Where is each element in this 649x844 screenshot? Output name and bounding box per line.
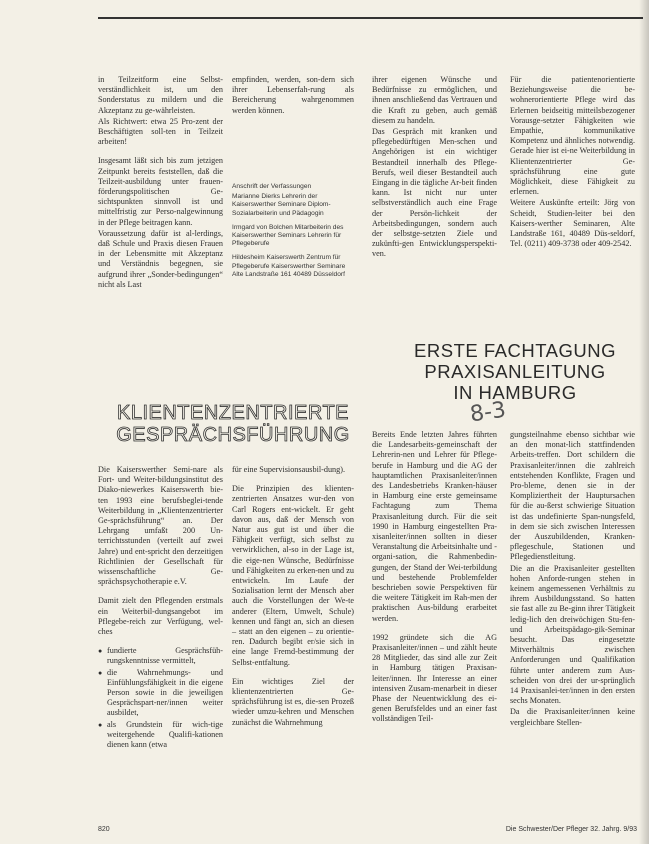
headline-line: PRAXISANLEITUNG <box>424 361 606 382</box>
paragraph: Das Gespräch mit kranken und pflegebedürftigen Men-schen und Angehörigen ist ein wichtiger Bestandteil innerhalb des Pflege-Berufs, weil dieser Bestandteil auch Eingang in die tägliche Ar-beit finden kann. Ist nicht nur unter selbstverständlich auch eine Frage der Persön-lichkeit der Arbeitsbedingungen, sondern auch der selbstge-setzten Ziele und zukünfti-gen Entwicklungsperspekti-ven. <box>372 127 497 259</box>
headline-line: IN HAMBURG <box>453 382 577 403</box>
scan-shadow <box>639 0 649 844</box>
headline-fachtagung <box>395 340 635 403</box>
list-item: ● als Grundstein für wich-tige weitergehende Qualifi-kationen dienen kann (etwa <box>107 720 223 751</box>
headline-line: ERSTE FACHTAGUNG <box>414 340 616 361</box>
author-entry: Hildesheim Kaiserswerth Zentrum für Pflegeberufe Kaiserswerther Seminare Alte Landstraße 161 40489 Düsseldorf <box>232 254 346 278</box>
scan-margin <box>0 0 80 844</box>
paragraph: für eine Supervisionsausbil-dung). <box>232 465 346 474</box>
column-3-bottom <box>372 430 497 726</box>
paragraph: Die Prinzipien des klienten-zentrierten Ansatzes wur-den von Carl Rogers ent-wickelt. Er geht davon aus, daß der Mensch von Natur aus gut ist und über die Fähigkeit verfügt, sich selbst zu verwirklichen, al-so in der Lage ist, die eige-nen Wünsche, Bedürfnisse und Fähigkeiten zu erken-nen und zu entwickeln. Im Laufe der Sozialisation lernt der Mensch aber auch die Vorstellungen der We-te anderer (Eltern, Umwelt, Schule) kennen und fängt an, sich an diesen – statt an den eigenen – zu orientie-ren. Dadurch begibt er/sie sich in eine lange Fremd-bestimmung der Selbst-entfaltung. <box>232 484 354 667</box>
paragraph: Als Richtwert: etwa 25 Pro-zent der Beschäftigten soll-ten in Teilzeit arbeiten! <box>98 116 223 147</box>
paragraph: Für die patientenorientierte Beziehungsweise die be-wohnerorientierte Pflege wird das Erlernen beidseitig mitteilsbezogener Vorausge-setzter Fähigkeiten wie Empathie, kommunikative Kompetenz und ähnliches notwendig. Gerade hier ist ei-ne Weiterbildung in Klientenzentrierter Ge-sprächsführung eine gute Möglichkeit, diese Fähigkeit zu erlernen. <box>510 75 635 197</box>
headline-line: KLIENTENZENTRIERTE <box>117 402 349 424</box>
paragraph: Damit zielt den Pflegenden erstmals ein Weiterbil-dungsangebot im Pflegebe-reich zur Verfügung, wel-ches <box>98 596 223 637</box>
paragraph: Da die Praxisanleiter/innen keine vergleichbare Stellen- <box>510 707 635 727</box>
column-4-top <box>510 75 635 250</box>
list-item: ● die Wahrnehmungs- und Einfühlungsfähigkeit in die eigene Person sowie in die jeweiligen Gesprächspart-ner/innen weiter ausbildet, <box>107 668 223 719</box>
paragraph: empfinden, werden, son-dern sich ihrer Lebenserfah-rung als Bereicherung wahrgenommen werden können. <box>232 75 354 115</box>
column-2-top <box>232 75 354 117</box>
paragraph: Die an die Praxisanleiter gestellten hohen Anforde-rungen stehen in keinem angemessenen Verhältnis zu ihrem Ausbildungsstand. So hatten sie fast alle zu Be-ginn ihrer Tätigkeit ledig-lich den dreiwöchigen Stu-fen- und Arbeitspädago-gik-Seminar besucht. Das eingesetzte Mitverhältnis zwischen Anforderungen und Qualifikation führte unter anderem zum Aus-scheiden von drei der ur-sprünglich 14 Praxisanlei-ter/innen in den ersten sechs Monaten. <box>510 563 635 706</box>
paragraph: Voraussetzung dafür ist al-lerdings, daß Schule und Praxis diesen Frauen in der Lebensmitte mit Akzeptanz und Verständnis begegnen, sie aufgrund ihrer „Sonder-bedingungen“ nicht als Last <box>98 228 223 289</box>
paragraph: gungsteilnahme ebenso sichtbar wie an den monat-lich stattfindenden Arbeits-treffen. Dort schildern die Praxisanleiter/innen die zahlreich entstehenden Konflikte, Fragen und Pro-bleme, denen sie in der Kompliziertheit der Hauptursachen für die au-ßerst schwierige Situation ist das undefinierte Span-nungsfeld, in dem sie sich zwischen Interessen der Auszubildenden, Kranken-pflegeschule, Stationen und Pflegedienstleitung. <box>510 430 635 562</box>
paragraph: Ein wichtiges Ziel der klientenzentrierten Ge-sprächsführung ist es, die-sen Prozeß wieder umzu-kehren und Menschen zunächst die Wahrnehmung <box>232 676 354 727</box>
column-1-bottom <box>98 465 223 751</box>
paragraph: ihrer eigenen Wünsche und Bedürfnisse zu ermöglichen, und ihnen anschließend das Vertrauen und die Kraft zu geben, auch gemäß diesem zu handeln. <box>372 75 497 125</box>
handwritten-note: 8-3 <box>468 397 508 428</box>
author-entry: Marianne Dierks Lehrerin der Kaiserswerther Seminare Diplom-Sozialarbeiterin und Pädagogin <box>232 193 331 217</box>
paragraph: Insgesamt läßt sich bis zum jetzigen Zeitpunkt bereits feststellen, daß die Teilzeit-ausbildung unter frauen-förderungspolitischen Ge-sichtspunkten sinnvoll ist und mittelfristig zur Perso-nalgewinnung in der Pflege beitragen kann. <box>98 156 223 227</box>
headline-line: GESPRÄCHSFÜHRUNG <box>116 424 350 446</box>
paragraph: 1992 gründete sich die AG Praxisanleiter/innen – und zählt heute 28 Mitglieder, das sind alle zur Zeit in Hamburg tätigen Praxisan-leiter/innen. Ihr Interesse an einer intensiven Zusam-menarbeit in dieser Phase der Neuentwicklung des ei-genen Berufsfeldes und an einer fast vollständigen Teil- <box>372 632 497 724</box>
paragraph: in Teilzeitform eine Selbst-verständlichkeit ist, um den Sonderstatus zu mildern und die Akzeptanz zu ge-währleisten. <box>98 75 223 115</box>
headline-klientenzentrierte <box>98 402 368 446</box>
page-number: 820 <box>98 826 110 833</box>
list-item: ● fundierte Gesprächsfüh-rungskenntnisse vermittelt, <box>107 646 223 666</box>
paragraph: Die Kaiserswerther Semi-nare als Fort- und Weiter-bildungsinstitut des Diako-niewerkes Kaiserswerth bie-ten 1993 eine berufsbeglei-tende Weiterbildung in „Klientenzentrierter Ge-sprächsführung“ an. Der Lehrgang umfaßt 200 Un-terrichtsstunden (verteilt auf zwei Jahre) und ent-spricht den derzeitigen Richtlinien der Gesellschaft für wissenschaftliche Ge-sprächspsychotherapie e.V. <box>98 465 223 587</box>
author-box <box>232 183 354 285</box>
column-3-top <box>372 75 497 261</box>
column-2-bottom <box>232 465 354 729</box>
bullet-list <box>98 646 223 750</box>
header-rule <box>98 17 643 19</box>
author-heading: Anschrift der Verfassungen <box>232 183 312 190</box>
paragraph: Weitere Auskünfte erteilt: Jörg von Scheidt, Studien-leiter bei den Kaisers-werther Seminaren, Alte Landstraße 161, 40489 Düs-seldorf, Tel. (0211) 409-3738 oder 409-2542. <box>510 198 635 249</box>
column-4-bottom <box>510 430 635 729</box>
journal-footer: Die Schwester/Der Pfleger 32. Jahrg. 9/93 <box>505 826 637 833</box>
author-entry: Irmgard von Bolchen Mitarbeiterin des Kaiserswerther Seminars Lehrerin für Pflegeberufe <box>232 223 344 248</box>
column-1-top <box>98 75 223 291</box>
paragraph: Bereits Ende letzten Jahres führten die Landesarbeits-gemeinschaft der Lehrerin-nen und Lehrer für Pflege-berufe in Hamburg und die AG der hauptamtlichen Praxisanleiter/innen des Landesbetriebs Kranken-häuser in Hamburg eine erste gemeinsame Fachtagung zum Thema Praxisanleitung durch. Für die seit 1990 in Hamburg eingestellten Pra-xisanleiter/innen sollten in dieser Veranstaltung die Arbeitsinhalte und -organi-sation, die Rahmenbedin-gungen, der Stand der Wei-terbildung und bestehende Problemfelder beschrieben sowie Perspektiven für die weitere Tätigkeit im Rah-men der praktischen Aus-bildung erarbeitet werden. <box>372 430 497 623</box>
